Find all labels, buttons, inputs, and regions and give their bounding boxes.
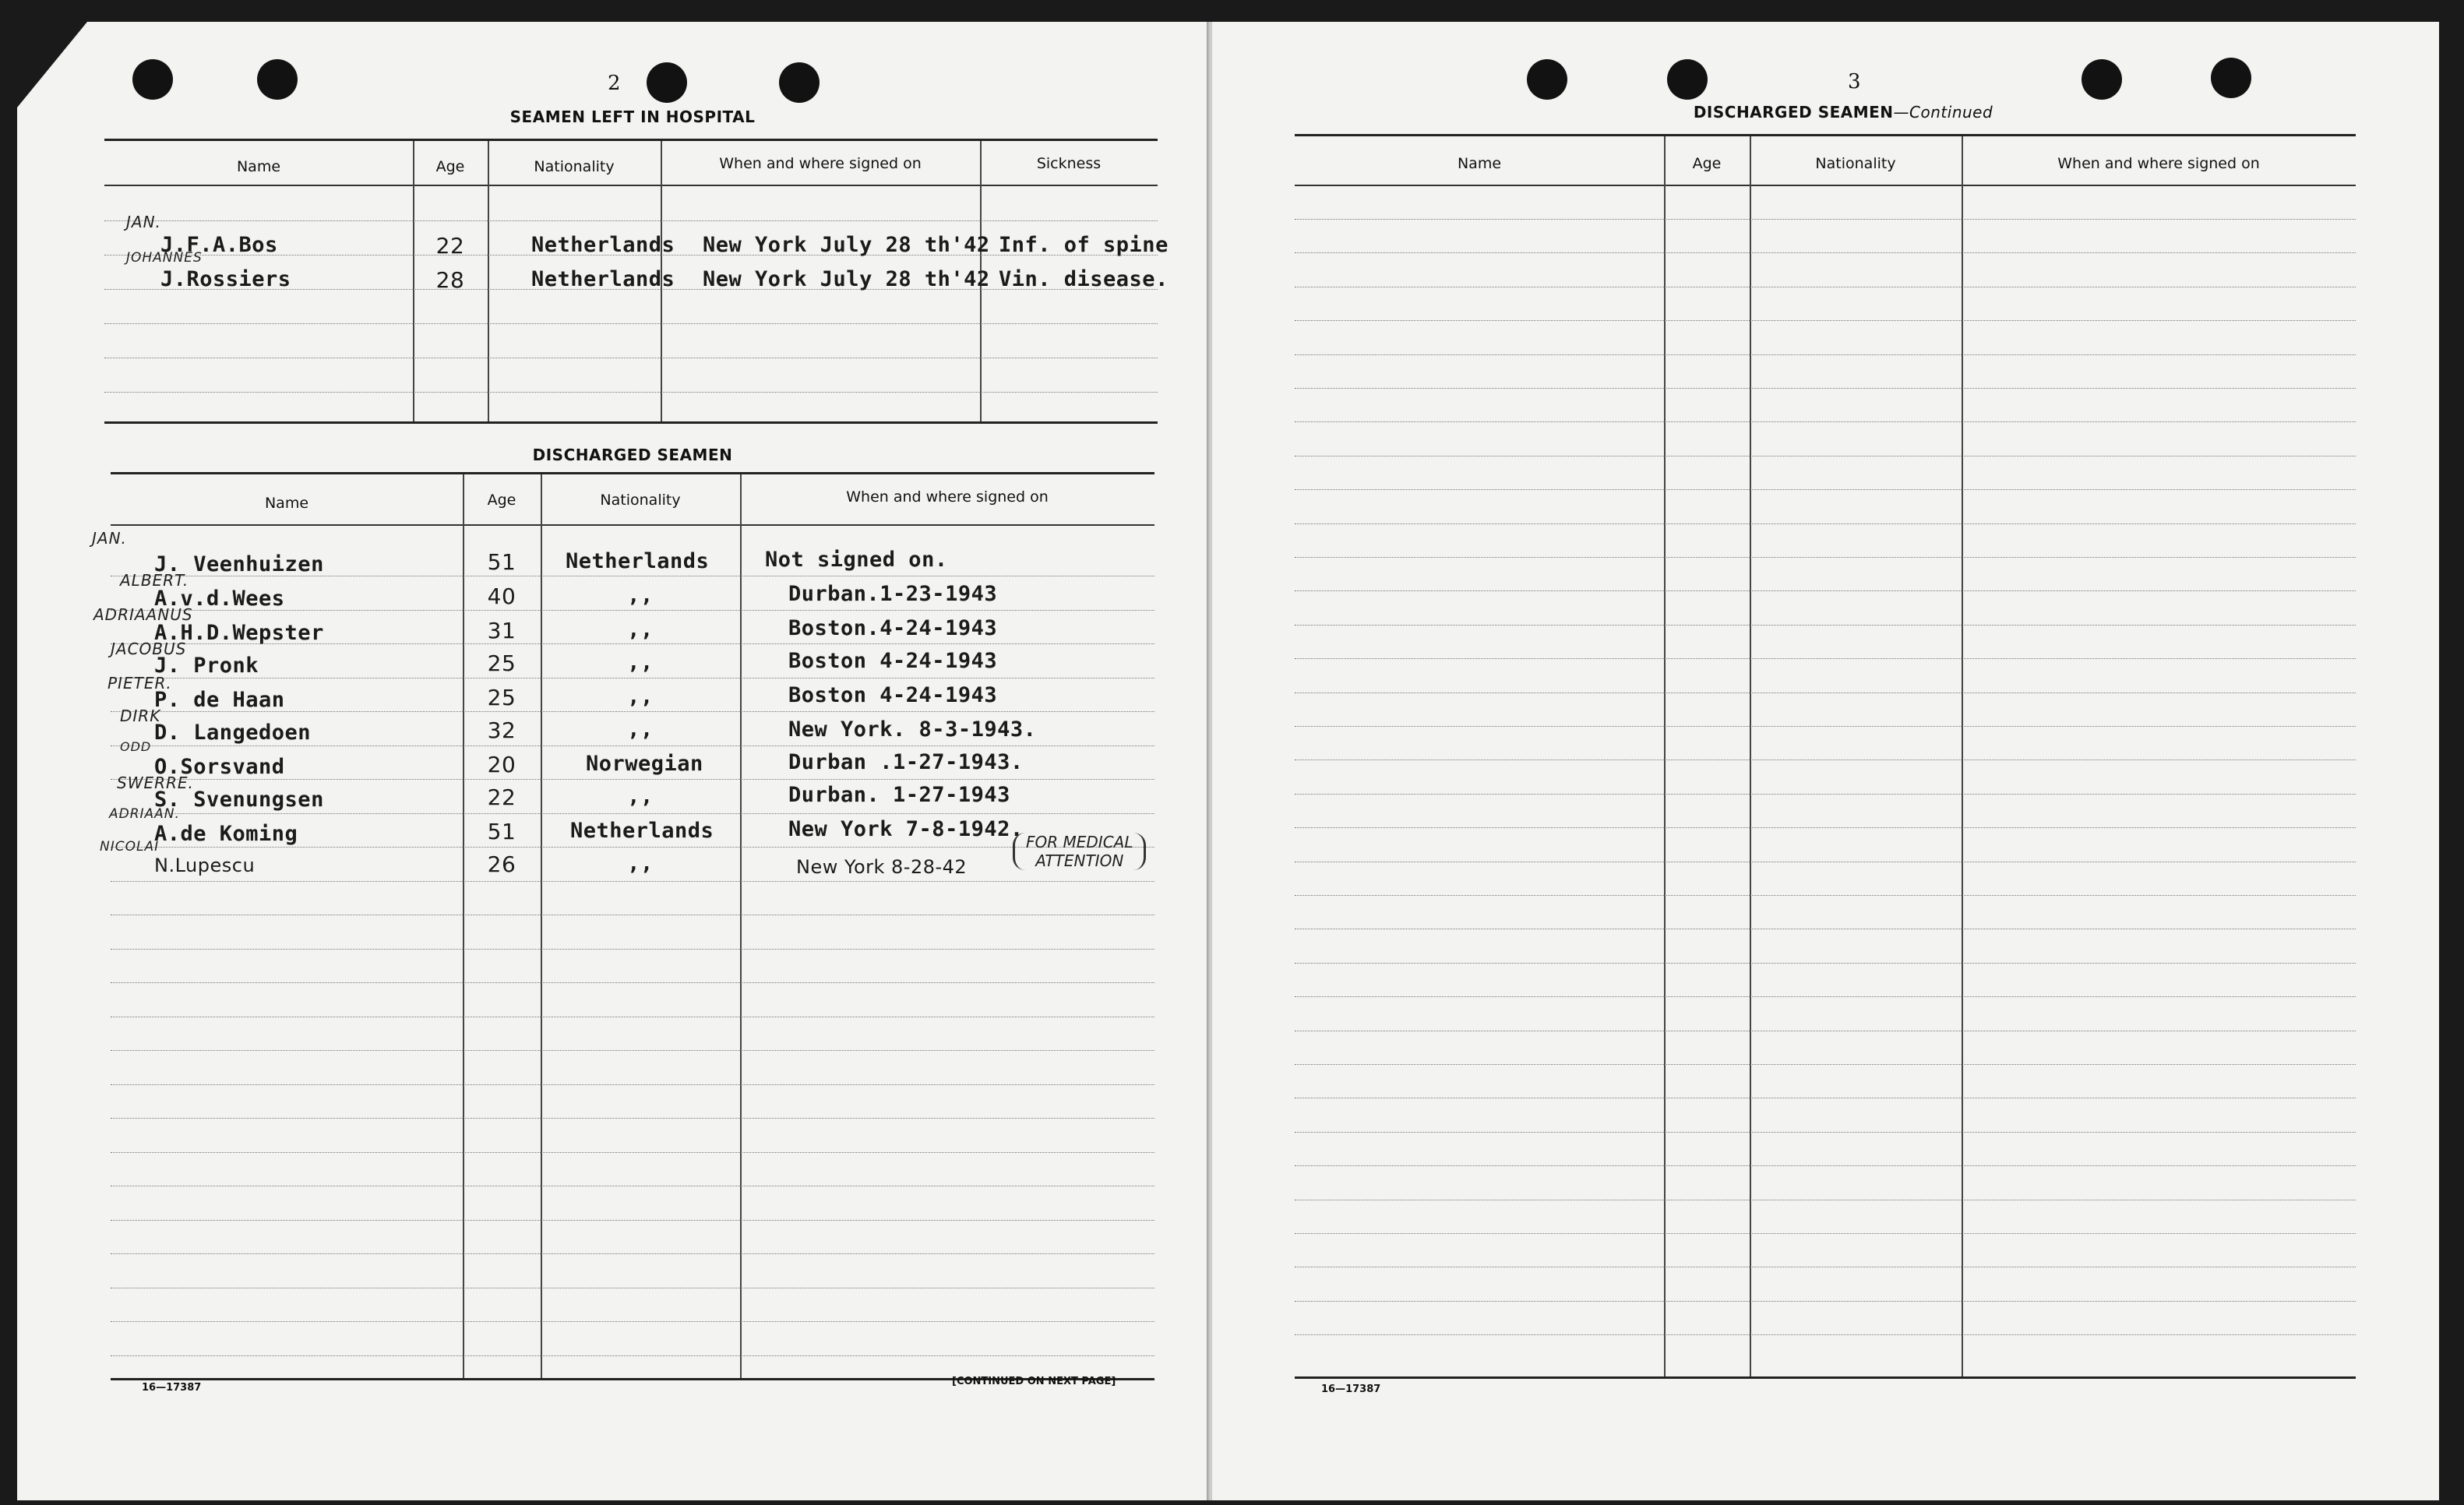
hospital-row-nationality: Netherlands: [531, 267, 675, 291]
continued-note: [CONTINUED ON NEXT PAGE]: [952, 1376, 1116, 1387]
discharged-row-signed-on: Not signed on.: [765, 548, 948, 572]
hospital-row-nationality: Netherlands: [531, 233, 675, 257]
row-rule: [111, 1050, 1154, 1051]
row-rule: [1295, 895, 2356, 896]
header-age: Age: [1692, 155, 1722, 172]
discharged-row-signed-on: Boston 4-24-1943: [788, 649, 998, 673]
handwritten-given-name: ALBERT.: [120, 571, 189, 590]
row-rule: [1295, 1301, 2356, 1302]
row-rule: [111, 745, 1154, 746]
handwritten-given-name: JAN.: [92, 529, 127, 548]
form-number: 16—17387: [1321, 1383, 1381, 1395]
row-rule: [111, 1118, 1154, 1119]
row-rule: [104, 220, 1158, 221]
row-rule: [1295, 963, 2356, 964]
row-rule: [1295, 252, 2356, 253]
column-divider: [488, 141, 489, 421]
row-rule: [104, 323, 1158, 324]
column-divider: [1750, 136, 1751, 1376]
discharged-row-name: O.Sorsvand: [154, 755, 285, 779]
discharged-table-header: [111, 474, 1154, 526]
punch-hole: [257, 59, 298, 100]
discharged-row-age: 20: [487, 752, 516, 777]
punch-hole: [1527, 59, 1567, 100]
row-rule: [1295, 658, 2356, 659]
handwritten-given-name: PIETER.: [108, 674, 172, 693]
hospital-row-sickness: Inf. of spine: [999, 233, 1169, 257]
row-rule: [1295, 996, 2356, 997]
header-sickness: Sickness: [1036, 155, 1102, 172]
row-rule: [1295, 523, 2356, 524]
row-rule: [111, 813, 1154, 814]
discharged-section-title: DISCHARGED SEAMEN: [532, 446, 733, 464]
row-rule: [111, 1321, 1154, 1322]
discharged-row-age: 22: [487, 784, 516, 810]
row-rule: [104, 392, 1158, 393]
hospital-row-age: 22: [435, 233, 465, 259]
title-main: DISCHARGED SEAMEN: [1693, 103, 1894, 122]
discharged-row-nationality: Netherlands: [570, 819, 714, 843]
discharged-continued-title: [1532, 103, 2155, 122]
header-signed-on: When and where signed on: [719, 155, 922, 172]
row-rule: [1295, 557, 2356, 558]
hospital-row-signed-on: New York July 28 th'42: [703, 233, 990, 257]
discharged-row-age: 25: [487, 650, 516, 676]
discharged-row-nationality: ,,: [627, 583, 654, 608]
note-line-1: FOR MEDICAL: [1026, 833, 1133, 851]
handwritten-given-name: JOHANNES: [126, 250, 203, 266]
left-page: [17, 22, 1209, 1500]
discharged-row-signed-on: Durban .1-27-1943.: [788, 750, 1024, 774]
discharged-row-name: A.H.D.Wepster: [154, 621, 324, 645]
handwritten-given-name: ADRIAANUS: [93, 605, 193, 624]
hospital-row-name: J.F.A.Bos: [160, 233, 278, 257]
discharged-row-signed-on: New York. 8-3-1943.: [788, 717, 1037, 742]
handwritten-given-name: SWERRE.: [117, 774, 194, 792]
discharged-row-nationality: Netherlands: [566, 549, 710, 573]
handwritten-given-name: JACOBUS: [111, 640, 187, 658]
row-rule: [111, 949, 1154, 950]
row-rule: [1295, 1064, 2356, 1065]
row-rule: [111, 847, 1154, 848]
discharged-row-nationality: ,,: [627, 851, 654, 876]
row-rule: [1295, 320, 2356, 321]
discharged-row-name: P. de Haan: [154, 688, 285, 712]
discharged-row-age: 32: [487, 717, 516, 743]
row-rule: [1295, 827, 2356, 828]
discharged-row-signed-on: New York 8-28-42: [796, 856, 968, 878]
hospital-table: [104, 139, 1169, 424]
header-nationality: Nationality: [534, 158, 615, 175]
handwritten-given-name: ADRIAAN.: [109, 806, 180, 822]
row-rule: [1295, 1165, 2356, 1166]
hospital-row-sickness: Vin. disease.: [999, 267, 1169, 291]
hospital-row-age: 28: [435, 267, 465, 293]
row-rule: [1295, 590, 2356, 591]
row-rule: [111, 1084, 1154, 1085]
form-number: 16—17387: [142, 1382, 202, 1394]
discharged-row-nationality: ,,: [627, 717, 654, 742]
discharged-row-nationality: Norwegian: [586, 752, 703, 776]
row-rule: [111, 1152, 1154, 1153]
row-rule: [111, 1355, 1154, 1356]
discharged-row-name: D. Langedoen: [154, 721, 312, 745]
row-rule: [111, 779, 1154, 780]
row-rule: [1295, 388, 2356, 389]
right-page: [1212, 22, 2439, 1500]
hospital-row-name: J.Rossiers: [160, 267, 291, 291]
row-rule: [1295, 489, 2356, 490]
torn-corner: [17, 22, 87, 108]
page-number: 2: [608, 72, 621, 95]
handwritten-given-name: JAN.: [126, 213, 161, 231]
discharged-row-nationality: ,,: [627, 784, 654, 809]
discharged-row-age: 51: [487, 819, 516, 844]
row-rule: [1295, 794, 2356, 795]
punch-hole: [647, 62, 687, 103]
discharged-row-nationality: ,,: [627, 685, 654, 709]
title-suffix: —Continued: [1893, 103, 1993, 122]
header-name: Name: [236, 158, 281, 175]
discharged-row-name: J. Pronk: [154, 654, 259, 678]
header-name: Name: [1457, 155, 1502, 172]
discharged-row-age: 31: [487, 618, 516, 643]
continued-table-header: [1295, 136, 2356, 186]
discharged-row-age: 40: [487, 583, 516, 609]
header-age: Age: [487, 492, 516, 509]
discharged-row-name: S. Svenungsen: [154, 788, 324, 812]
handwritten-given-name: ODD: [120, 739, 152, 754]
column-divider: [1962, 136, 1963, 1376]
row-rule: [1295, 1334, 2356, 1335]
row-rule: [1295, 1233, 2356, 1234]
header-age: Age: [435, 158, 465, 175]
discharged-row-age: 26: [487, 851, 516, 877]
punch-hole: [2211, 58, 2251, 98]
row-rule: [1295, 219, 2356, 220]
discharged-row-name: A.de Koming: [154, 822, 298, 846]
header-nationality: Nationality: [1815, 155, 1896, 172]
punch-hole: [779, 62, 820, 103]
row-rule: [111, 881, 1154, 882]
discharged-row-nationality: ,,: [627, 650, 654, 675]
discharged-row-signed-on: Durban.1-23-1943: [788, 582, 998, 606]
hospital-table-header: [104, 141, 1158, 186]
handwritten-given-name: NICOLAI: [100, 839, 160, 855]
hospital-row-signed-on: New York July 28 th'42: [703, 267, 990, 291]
column-divider: [1664, 136, 1666, 1376]
row-rule: [1295, 625, 2356, 626]
discharged-row-name: N.Lupescu: [154, 855, 256, 876]
punch-hole: [1667, 59, 1708, 100]
punch-hole: [132, 59, 173, 100]
row-rule: [111, 1220, 1154, 1221]
note-line-2: ATTENTION: [1035, 851, 1124, 870]
discharged-row-age: 25: [487, 685, 516, 710]
row-rule: [1295, 1132, 2356, 1133]
hospital-section-title: SEAMEN LEFT IN HOSPITAL: [509, 108, 756, 126]
discharged-row-signed-on: New York 7-8-1942.: [788, 817, 1024, 841]
header-nationality: Nationality: [600, 492, 681, 509]
page-number: 3: [1848, 70, 1861, 93]
header-name: Name: [264, 495, 309, 512]
handwritten-note: [1013, 833, 1146, 870]
discharged-row-signed-on: Boston.4-24-1943: [788, 616, 998, 640]
discharged-row-age: 51: [487, 549, 516, 575]
row-rule: [1295, 726, 2356, 727]
discharged-continued-table: [1295, 134, 2356, 1379]
handwritten-given-name: DIRK: [120, 707, 161, 725]
row-rule: [111, 1253, 1154, 1254]
punch-hole: [2082, 59, 2122, 100]
row-rule: [1295, 421, 2356, 422]
discharged-row-name: J. Veenhuizen: [154, 552, 324, 576]
row-rule: [111, 982, 1154, 983]
row-rule: [1295, 354, 2356, 355]
discharged-row-signed-on: Durban. 1-27-1943: [788, 783, 1010, 807]
header-signed-on: When and where signed on: [2057, 155, 2260, 172]
discharged-table: [92, 472, 1154, 1380]
discharged-row-nationality: ,,: [627, 618, 654, 642]
header-signed-on: When and where signed on: [846, 488, 1049, 506]
discharged-row-name: A.v.d.Wees: [154, 587, 285, 611]
discharged-row-signed-on: Boston 4-24-1943: [788, 683, 998, 707]
